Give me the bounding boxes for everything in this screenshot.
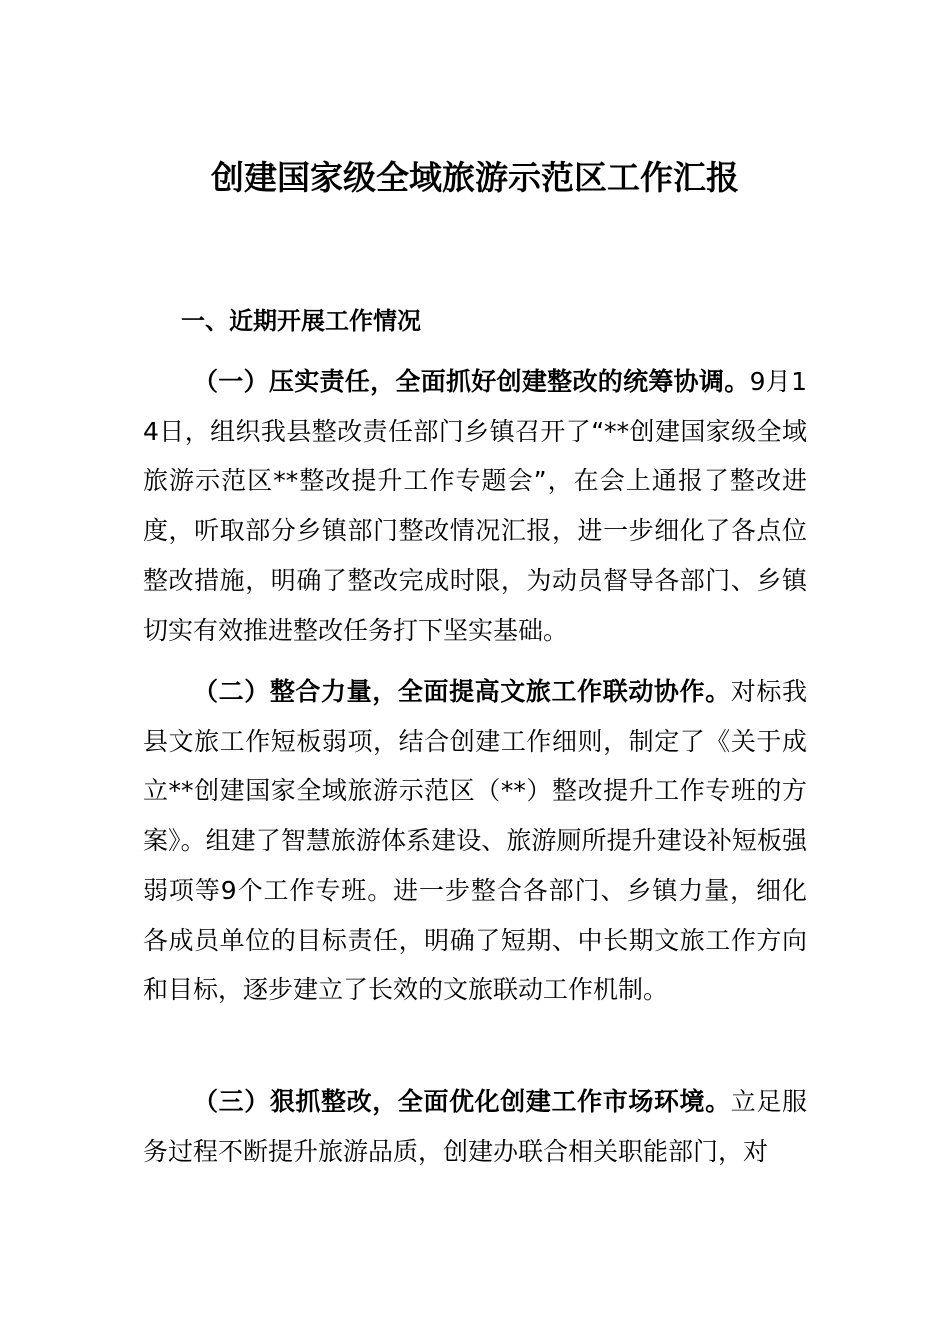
paragraph-3-container bbox=[143, 1077, 807, 1179]
paragraph-3-lead: （三）狠抓整改，全面优化创建工作市场环境。 bbox=[193, 1087, 731, 1116]
paragraph-3-body: 立足服务过程不断提升旅游品质，创建办联合相关职能部门，对 bbox=[143, 1087, 807, 1166]
paragraph-3 bbox=[143, 1077, 807, 1176]
paragraph-1-body: 9月14日，组织我县整改责任部门乡镇召开了“**创建国家级全域旅游示范区**整改提升工作专题会”，在会上通报了整改进度，听取部分乡镇部门整改情况汇报，进一步细化了各点位整改措施，明确了整改完成时限，为动员督导各部门、乡镇切实有效推进整改任务打下坚实基础。 bbox=[143, 367, 807, 645]
document-title: 创建国家级全域旅游示范区工作汇报 bbox=[211, 158, 739, 197]
paragraph-1-lead: （一）压实责任，全面抓好创建整改的统筹协调。 bbox=[193, 367, 750, 396]
paragraph-1 bbox=[143, 357, 807, 655]
section-heading: 一、近期开展工作情况 bbox=[181, 307, 421, 335]
paragraph-2 bbox=[143, 667, 807, 1015]
paragraph-2-body: 对标我县文旅工作短板弱项，结合创建工作细则，制定了《关于成立**创建国家全域旅游示范区（**）整改提升工作专班的方案》。组建了智慧旅游体系建设、旅游厕所提升建设补短板强弱项等9个工作专班。进一步整合各部门、乡镇力量，细化各成员单位的目标责任，明确了短期、中长期文旅工作方向和目标，逐步建立了长效的文旅联动工作机制。 bbox=[143, 677, 807, 1005]
paragraph-2-lead: （二）整合力量，全面提高文旅工作联动协作。 bbox=[193, 677, 731, 706]
